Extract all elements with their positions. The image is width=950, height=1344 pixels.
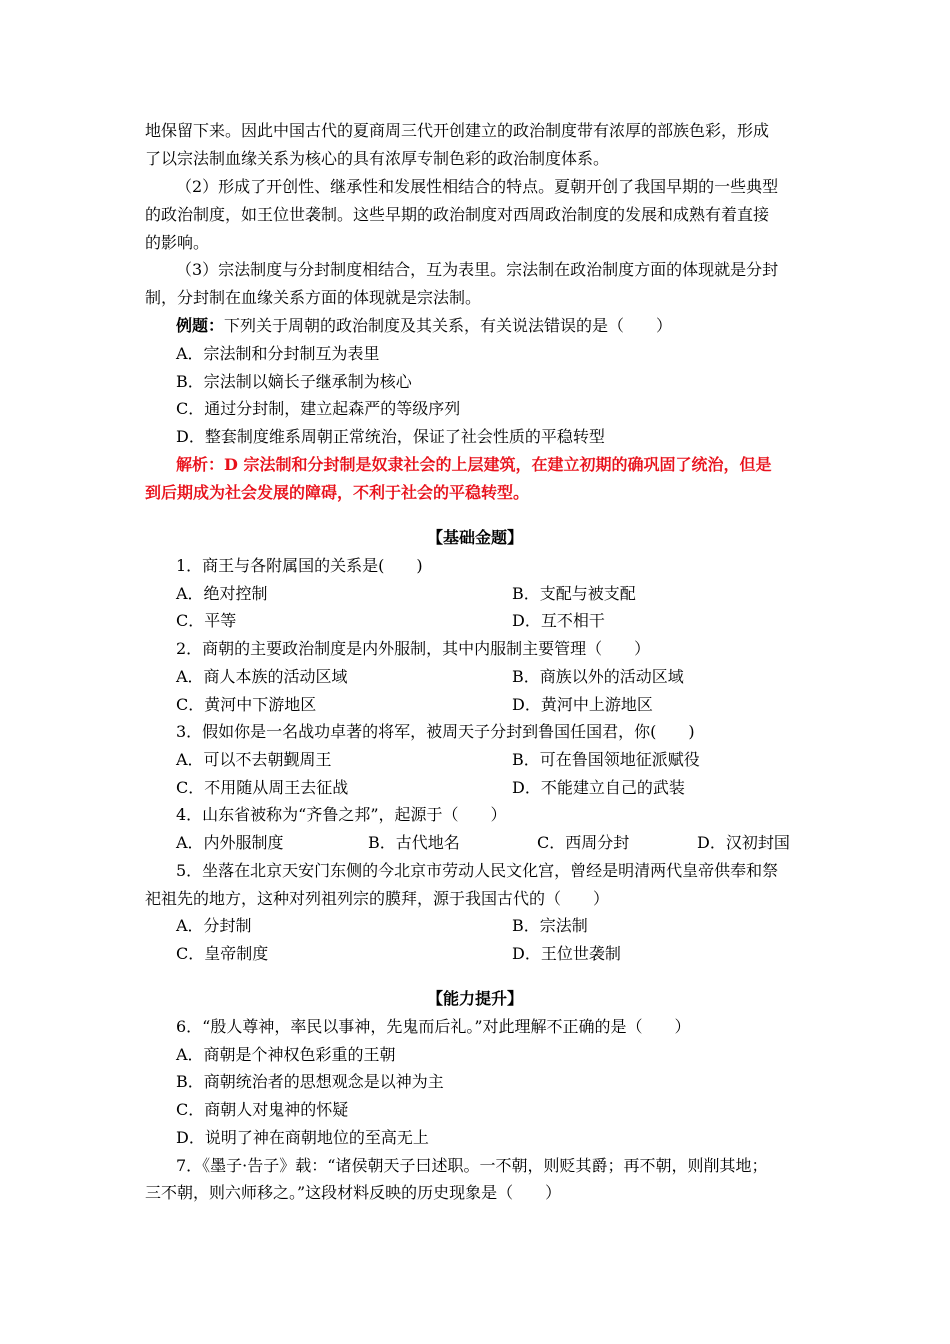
q4-option-b: B．古代地名 xyxy=(368,833,460,852)
q2-option-a: A．商人本族的活动区域 xyxy=(176,667,348,686)
intro-line-2: 了以宗法制血缘关系为核心的具有浓厚专制色彩的政治制度体系。 xyxy=(145,149,610,168)
q2-stem: 2．商朝的主要政治制度是内外服制，其中内服制主要管理（ ） xyxy=(176,639,651,658)
q5-option-a: A．分封制 xyxy=(176,916,252,935)
q5-stem-line-2: 祀祖先的地方，这种对列祖列宗的膜拜，源于我国古代的（ ） xyxy=(145,889,610,908)
q3-stem: 3．假如你是一名战功卓著的将军，被周天子分封到鲁国任国君，你( ) xyxy=(176,722,695,741)
point-2-line-2: 的政治制度，如王位世袭制。这些早期的政治制度对西周政治制度的发展和成熟有着直接 xyxy=(145,205,770,224)
q1-option-a: A．绝对控制 xyxy=(176,584,268,603)
q5-option-d: D．王位世袭制 xyxy=(512,944,621,963)
q6-stem: 6．“殷人尊神，率民以事神，先鬼而后礼。”对此理解不正确的是（ ） xyxy=(176,1017,691,1036)
q1-option-b: B．支配与被支配 xyxy=(512,584,636,603)
example-label: 例题： xyxy=(176,316,225,335)
q3-option-d: D．不能建立自己的武装 xyxy=(512,778,685,797)
example-option-c: C．通过分封制，建立起森严的等级序列 xyxy=(176,399,461,418)
q4-option-a: A．内外服制度 xyxy=(176,833,284,852)
point-3-line-2: 制，分封制在血缘关系方面的体现就是宗法制。 xyxy=(145,288,482,307)
q7-stem-line-1: 7．《墨子·告子》载：“诸侯朝天子曰述职。一不朝，则贬其爵；再不朝，则削其地； xyxy=(176,1156,768,1175)
q1-option-c: C．平等 xyxy=(176,611,237,630)
example-option-d: D．整套制度维系周朝正常统治，保证了社会性质的平稳转型 xyxy=(176,427,605,446)
q5-option-b: B．宗法制 xyxy=(512,916,588,935)
q4-option-c: C．西周分封 xyxy=(537,833,630,852)
q5-option-c: C．皇帝制度 xyxy=(176,944,269,963)
example-analysis-line-1: 解析：D 宗法制和分封制是奴隶社会的上层建筑，在建立初期的确巩固了统治，但是 xyxy=(176,455,772,474)
q3-option-c: C．不用随从周王去征战 xyxy=(176,778,349,797)
example-question-text: 下列关于周朝的政治制度及其关系，有关说法错误的是（ ） xyxy=(224,316,673,335)
q7-stem-line-2: 三不朝，则六师移之。”这段材料反映的历史现象是（ ） xyxy=(145,1183,562,1202)
q4-option-d: D．汉初封国 xyxy=(697,833,790,852)
point-2-line-1: （2）形成了开创性、继承性和发展性相结合的特点。夏朝开创了我国早期的一些典型 xyxy=(176,177,779,196)
q2-option-c: C．黄河中下游地区 xyxy=(176,695,317,714)
q6-option-d: D．说明了神在商朝地位的至高无上 xyxy=(176,1128,429,1147)
q3-option-a: A．可以不去朝觐周王 xyxy=(176,750,332,769)
example-option-b: B．宗法制以嫡长子继承制为核心 xyxy=(176,372,412,391)
section-title-basic: 【基础金题】 xyxy=(426,528,523,547)
example-option-a: A．宗法制和分封制互为表里 xyxy=(176,344,380,363)
q6-option-b: B．商朝统治者的思想观念是以神为主 xyxy=(176,1072,444,1091)
q2-option-b: B．商族以外的活动区域 xyxy=(512,667,684,686)
q1-option-d: D．互不相干 xyxy=(512,611,605,630)
point-2-line-3: 的影响。 xyxy=(145,233,210,252)
point-3-line-1: （3）宗法制度与分封制度相结合，互为表里。宗法制在政治制度方面的体现就是分封 xyxy=(176,260,779,279)
example-question xyxy=(176,315,672,337)
intro-line-1: 地保留下来。因此中国古代的夏商周三代开创建立的政治制度带有浓厚的部族色彩，形成 xyxy=(145,121,770,140)
q3-option-b: B．可在鲁国领地征派赋役 xyxy=(512,750,700,769)
q1-stem: 1．商王与各附属国的关系是( ) xyxy=(176,556,423,575)
example-analysis-line-2: 到后期成为社会发展的障碍，不利于社会的平稳转型。 xyxy=(145,483,530,502)
q6-option-a: A．商朝是个神权色彩重的王朝 xyxy=(176,1045,396,1064)
q2-option-d: D．黄河中上游地区 xyxy=(512,695,653,714)
section-title-advanced: 【能力提升】 xyxy=(426,989,523,1008)
q6-option-c: C．商朝人对鬼神的怀疑 xyxy=(176,1100,349,1119)
q4-stem: 4．山东省被称为“齐鲁之邦”，起源于（ ） xyxy=(176,805,507,824)
q5-stem-line-1: 5．坐落在北京天安门东侧的今北京市劳动人民文化宫，曾经是明清两代皇帝供奉和祭 xyxy=(176,861,779,880)
